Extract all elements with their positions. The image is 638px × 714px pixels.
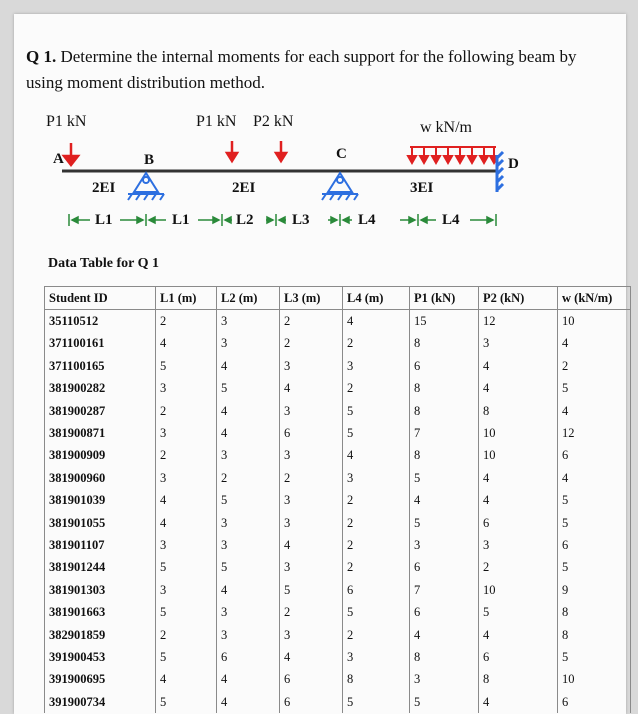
table-row xyxy=(45,579,631,601)
cell-p1: 8 xyxy=(410,378,479,400)
cell-student-id: 381901039 xyxy=(45,490,156,512)
support-b-pin xyxy=(128,173,164,200)
cell-student-id: 35110512 xyxy=(45,310,156,333)
header-l2: L2 (m) xyxy=(217,287,280,310)
span-label-5: L4 xyxy=(358,212,376,228)
cell-l2: 4 xyxy=(217,400,280,422)
cell-l2: 3 xyxy=(217,445,280,467)
cell-l4: 5 xyxy=(343,691,410,713)
cell-p1: 8 xyxy=(410,400,479,422)
header-student-id: Student ID xyxy=(45,287,156,310)
cell-l3: 6 xyxy=(280,691,343,713)
cell-l2: 4 xyxy=(217,579,280,601)
cell-p1: 5 xyxy=(410,467,479,489)
cell-l3: 2 xyxy=(280,333,343,355)
cell-p2: 3 xyxy=(479,333,558,355)
cell-w: 6 xyxy=(558,445,631,467)
cell-student-id: 381901244 xyxy=(45,557,156,579)
cell-l3: 3 xyxy=(280,400,343,422)
table-row xyxy=(45,490,631,512)
cell-l3: 3 xyxy=(280,512,343,534)
cell-p2: 2 xyxy=(479,557,558,579)
cell-l4: 5 xyxy=(343,400,410,422)
cell-p2: 4 xyxy=(479,691,558,713)
cell-w: 5 xyxy=(558,557,631,579)
table-title: Data Table for Q 1 xyxy=(48,256,159,271)
cell-student-id: 381901107 xyxy=(45,534,156,556)
cell-l3: 4 xyxy=(280,378,343,400)
cell-p1: 5 xyxy=(410,512,479,534)
cell-l4: 2 xyxy=(343,534,410,556)
question-body: Determine the internal moments for each support for the following beam by using moment distribution method. xyxy=(26,47,577,92)
cell-l2: 5 xyxy=(217,490,280,512)
cell-student-id: 381901663 xyxy=(45,601,156,623)
table-row xyxy=(45,378,631,400)
table-row xyxy=(45,400,631,422)
cell-p2: 4 xyxy=(479,490,558,512)
cell-l3: 2 xyxy=(280,467,343,489)
table-row xyxy=(45,355,631,377)
cell-w: 10 xyxy=(558,669,631,691)
cell-p2: 3 xyxy=(479,534,558,556)
header-l1: L1 (m) xyxy=(156,287,217,310)
cell-l3: 6 xyxy=(280,422,343,444)
node-label-a: A xyxy=(53,151,64,167)
cell-l1: 5 xyxy=(156,601,217,623)
table-row xyxy=(45,467,631,489)
cell-p2: 12 xyxy=(479,310,558,333)
cell-l4: 3 xyxy=(343,646,410,668)
support-c-pin xyxy=(322,173,358,200)
table-row xyxy=(45,333,631,355)
cell-l3: 3 xyxy=(280,624,343,646)
table-row xyxy=(45,669,631,691)
span-label-3: L2 xyxy=(236,212,254,228)
node-label-d: D xyxy=(508,156,519,172)
cell-w: 5 xyxy=(558,646,631,668)
cell-p1: 7 xyxy=(410,422,479,444)
cell-l1: 5 xyxy=(156,355,217,377)
stiffness-label-1: 2EI xyxy=(92,180,116,196)
header-l4: L4 (m) xyxy=(343,287,410,310)
cell-l2: 3 xyxy=(217,534,280,556)
cell-l2: 3 xyxy=(217,310,280,333)
header-l3: L3 (m) xyxy=(280,287,343,310)
cell-l4: 4 xyxy=(343,445,410,467)
table-row xyxy=(45,624,631,646)
load-label-p2: P2 kN xyxy=(253,113,294,130)
cell-student-id: 381900960 xyxy=(45,467,156,489)
cell-l3: 4 xyxy=(280,646,343,668)
cell-student-id: 391900453 xyxy=(45,646,156,668)
header-p2: P2 (kN) xyxy=(479,287,558,310)
cell-l1: 4 xyxy=(156,490,217,512)
cell-p1: 7 xyxy=(410,579,479,601)
cell-w: 4 xyxy=(558,467,631,489)
cell-l4: 5 xyxy=(343,422,410,444)
dimension-line xyxy=(69,214,496,226)
table-row xyxy=(45,557,631,579)
cell-l1: 4 xyxy=(156,512,217,534)
cell-l2: 5 xyxy=(217,557,280,579)
distributed-load xyxy=(408,147,498,163)
cell-student-id: 381900287 xyxy=(45,400,156,422)
cell-p2: 6 xyxy=(479,646,558,668)
cell-l2: 2 xyxy=(217,467,280,489)
cell-l4: 2 xyxy=(343,557,410,579)
cell-l3: 3 xyxy=(280,355,343,377)
cell-w: 5 xyxy=(558,378,631,400)
node-label-c: C xyxy=(336,146,347,162)
cell-l3: 4 xyxy=(280,534,343,556)
cell-p1: 3 xyxy=(410,669,479,691)
cell-l2: 6 xyxy=(217,646,280,668)
cell-l1: 2 xyxy=(156,445,217,467)
load-label-p1-left: P1 kN xyxy=(46,113,87,130)
cell-p1: 15 xyxy=(410,310,479,333)
cell-student-id: 391900695 xyxy=(45,669,156,691)
cell-l4: 2 xyxy=(343,378,410,400)
cell-p2: 10 xyxy=(479,445,558,467)
cell-w: 10 xyxy=(558,310,631,333)
cell-p2: 5 xyxy=(479,601,558,623)
cell-l3: 3 xyxy=(280,445,343,467)
cell-l4: 8 xyxy=(343,669,410,691)
cell-l3: 5 xyxy=(280,579,343,601)
cell-l1: 3 xyxy=(156,467,217,489)
cell-l3: 2 xyxy=(280,310,343,333)
cell-l2: 3 xyxy=(217,512,280,534)
cell-l1: 4 xyxy=(156,669,217,691)
stiffness-label-2: 2EI xyxy=(232,180,256,196)
cell-l1: 3 xyxy=(156,422,217,444)
cell-l1: 3 xyxy=(156,579,217,601)
cell-l3: 6 xyxy=(280,669,343,691)
cell-l2: 4 xyxy=(217,355,280,377)
cell-l2: 5 xyxy=(217,378,280,400)
arrowhead-p1-mid xyxy=(227,153,237,161)
span-label-4: L3 xyxy=(292,212,310,228)
stiffness-label-3: 3EI xyxy=(410,180,434,196)
load-label-p1-mid: P1 kN xyxy=(196,113,237,130)
cell-w: 6 xyxy=(558,534,631,556)
cell-l1: 2 xyxy=(156,400,217,422)
cell-l1: 3 xyxy=(156,378,217,400)
cell-p1: 3 xyxy=(410,534,479,556)
cell-student-id: 381900909 xyxy=(45,445,156,467)
cell-l1: 4 xyxy=(156,333,217,355)
table-row xyxy=(45,534,631,556)
cell-l1: 3 xyxy=(156,534,217,556)
cell-l2: 3 xyxy=(217,624,280,646)
cell-w: 8 xyxy=(558,601,631,623)
cell-p2: 4 xyxy=(479,378,558,400)
arrowhead-p2 xyxy=(276,153,286,161)
question-number: Q 1. xyxy=(26,47,57,66)
cell-w: 5 xyxy=(558,490,631,512)
cell-p1: 8 xyxy=(410,333,479,355)
cell-p1: 5 xyxy=(410,691,479,713)
cell-l1: 2 xyxy=(156,310,217,333)
cell-l3: 2 xyxy=(280,601,343,623)
cell-l2: 4 xyxy=(217,691,280,713)
cell-p1: 6 xyxy=(410,355,479,377)
cell-w: 5 xyxy=(558,512,631,534)
cell-p1: 6 xyxy=(410,557,479,579)
cell-l4: 4 xyxy=(343,310,410,333)
cell-l1: 2 xyxy=(156,624,217,646)
node-label-b: B xyxy=(144,152,155,168)
cell-student-id: 391900734 xyxy=(45,691,156,713)
cell-p2: 4 xyxy=(479,467,558,489)
cell-l2: 4 xyxy=(217,422,280,444)
cell-student-id: 381900282 xyxy=(45,378,156,400)
cell-p2: 10 xyxy=(479,579,558,601)
cell-w: 6 xyxy=(558,691,631,713)
cell-l4: 5 xyxy=(343,601,410,623)
cell-student-id: 381900871 xyxy=(45,422,156,444)
cell-p2: 6 xyxy=(479,512,558,534)
cell-l4: 2 xyxy=(343,490,410,512)
support-d-fixed xyxy=(497,152,503,192)
cell-p2: 8 xyxy=(479,400,558,422)
cell-student-id: 371100165 xyxy=(45,355,156,377)
beam-diagram xyxy=(0,0,638,250)
cell-l1: 5 xyxy=(156,691,217,713)
table-row xyxy=(45,512,631,534)
table-header-row xyxy=(45,287,631,310)
span-label-2: L1 xyxy=(172,212,190,228)
cell-student-id: 371100161 xyxy=(45,333,156,355)
cell-l4: 2 xyxy=(343,624,410,646)
cell-l1: 5 xyxy=(156,557,217,579)
cell-l1: 5 xyxy=(156,646,217,668)
cell-w: 4 xyxy=(558,333,631,355)
arrowhead-p1-left xyxy=(64,156,78,165)
cell-student-id: 381901303 xyxy=(45,579,156,601)
table-row xyxy=(45,445,631,467)
cell-w: 8 xyxy=(558,624,631,646)
cell-p1: 8 xyxy=(410,646,479,668)
cell-w: 12 xyxy=(558,422,631,444)
cell-student-id: 381901055 xyxy=(45,512,156,534)
table-row xyxy=(45,601,631,623)
load-label-w: w kN/m xyxy=(420,119,472,136)
header-w: w (kN/m) xyxy=(558,287,631,310)
cell-p1: 4 xyxy=(410,624,479,646)
cell-l4: 2 xyxy=(343,333,410,355)
table-row xyxy=(45,310,631,333)
cell-p2: 8 xyxy=(479,669,558,691)
cell-p2: 4 xyxy=(479,355,558,377)
cell-w: 4 xyxy=(558,400,631,422)
cell-student-id: 382901859 xyxy=(45,624,156,646)
table-row xyxy=(45,422,631,444)
cell-l2: 3 xyxy=(217,333,280,355)
cell-l3: 3 xyxy=(280,557,343,579)
table-row xyxy=(45,646,631,668)
cell-p1: 4 xyxy=(410,490,479,512)
cell-w: 2 xyxy=(558,355,631,377)
cell-p2: 4 xyxy=(479,624,558,646)
cell-l4: 3 xyxy=(343,467,410,489)
span-label-1: L1 xyxy=(95,212,113,228)
cell-l4: 6 xyxy=(343,579,410,601)
cell-l4: 3 xyxy=(343,355,410,377)
span-label-6: L4 xyxy=(442,212,460,228)
cell-p1: 8 xyxy=(410,445,479,467)
cell-l2: 3 xyxy=(217,601,280,623)
cell-w: 9 xyxy=(558,579,631,601)
table-row xyxy=(45,691,631,713)
cell-l4: 2 xyxy=(343,512,410,534)
header-p1: P1 (kN) xyxy=(410,287,479,310)
data-table xyxy=(44,286,631,713)
cell-l2: 4 xyxy=(217,669,280,691)
cell-p1: 6 xyxy=(410,601,479,623)
cell-l3: 3 xyxy=(280,490,343,512)
cell-p2: 10 xyxy=(479,422,558,444)
